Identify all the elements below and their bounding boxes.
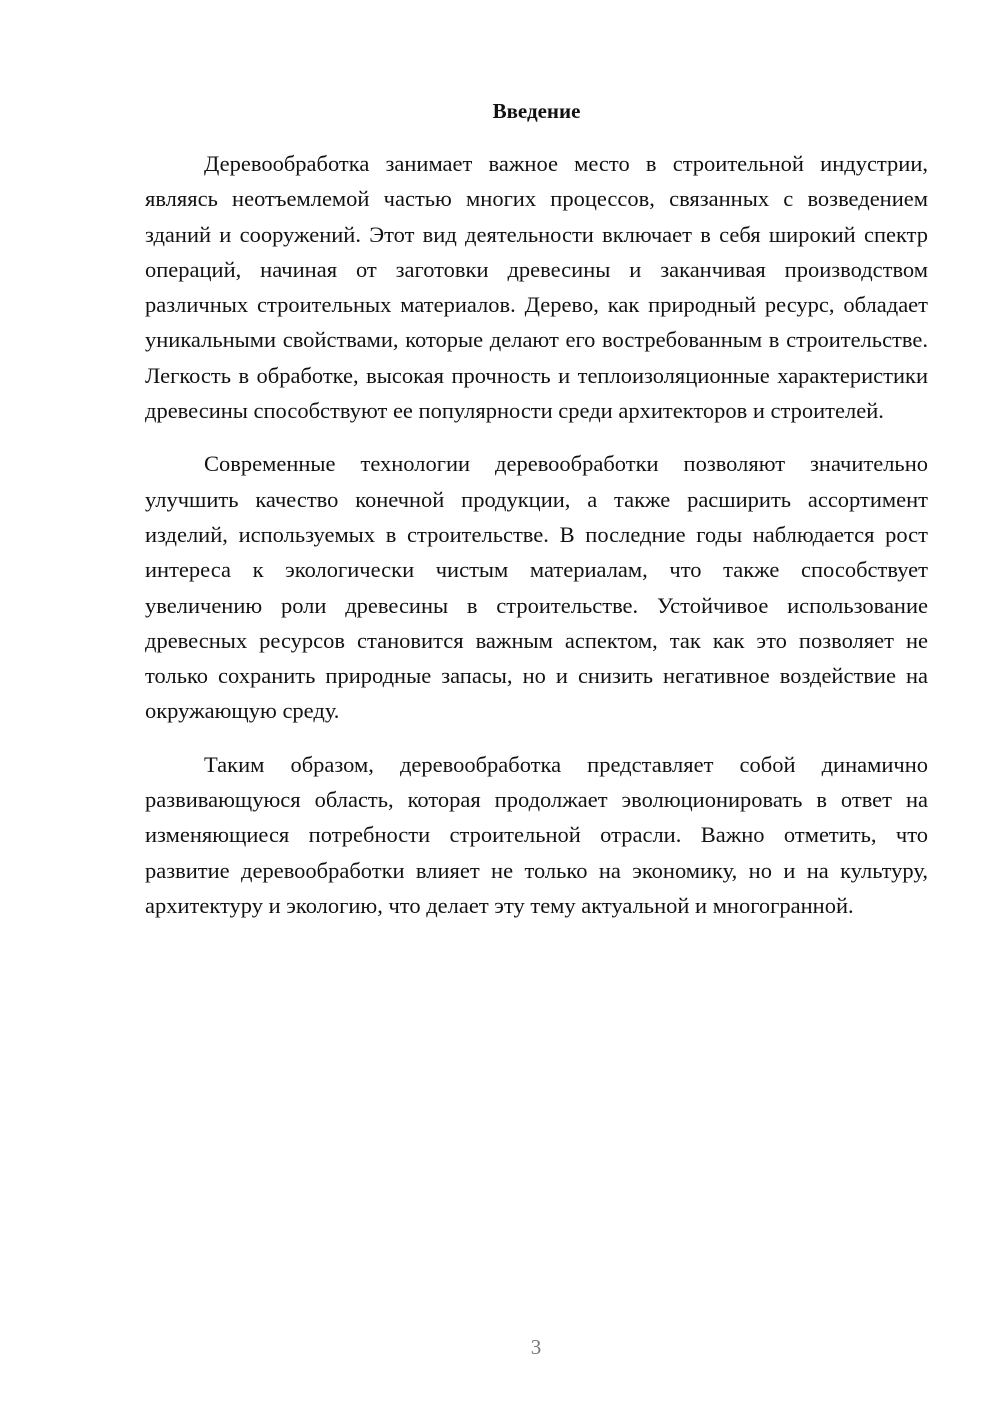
page-content [145,96,928,941]
paragraph-2: Современные технологии деревообработки позволяют значительно улучшить качество конечной продукции, а также расширить ассортимент изделий, используемых в строительстве. В последние годы наблюдается рост интереса к экологически чистым материалам, что также способствует увеличению роли древесины в строительстве. Устойчивое использование древесных ресурсов становится важным аспектом, так как это позволяет не только сохранить природные запасы, но и снизить негативное воздействие на окружающую среду. [145,451,928,724]
paragraph-1: Деревообработка занимает важное место в строительной индустрии, являясь неотъемлемой частью многих процессов, связанных с возведением зданий и сооружений. Этот вид деятельности включает в себя широкий спектр операций, начиная от заготовки древесины и заканчивая производством различных строительных материалов. Дерево, как природный ресурс, обладает уникальными свойствами, которые делают его востребованным в строительстве. Легкость в обработке, высокая прочность и теплоизоляционные характеристики древесины способствуют ее популярности среди архитекторов и строителей. [145,151,928,424]
paragraph-3: Таким образом, деревообработка представляет собой динамично развивающуюся область, которая продолжает эволюционировать в ответ на изменяющиеся потребности строительной отрасли. Важно отметить, что развитие деревообработки влияет не только на экономику, но и на культуру, архитектуру и экологию, что делает эту тему актуальной и многогранной. [145,751,928,918]
page-number: 3 [530,1335,542,1359]
section-title: Введение [492,99,581,123]
